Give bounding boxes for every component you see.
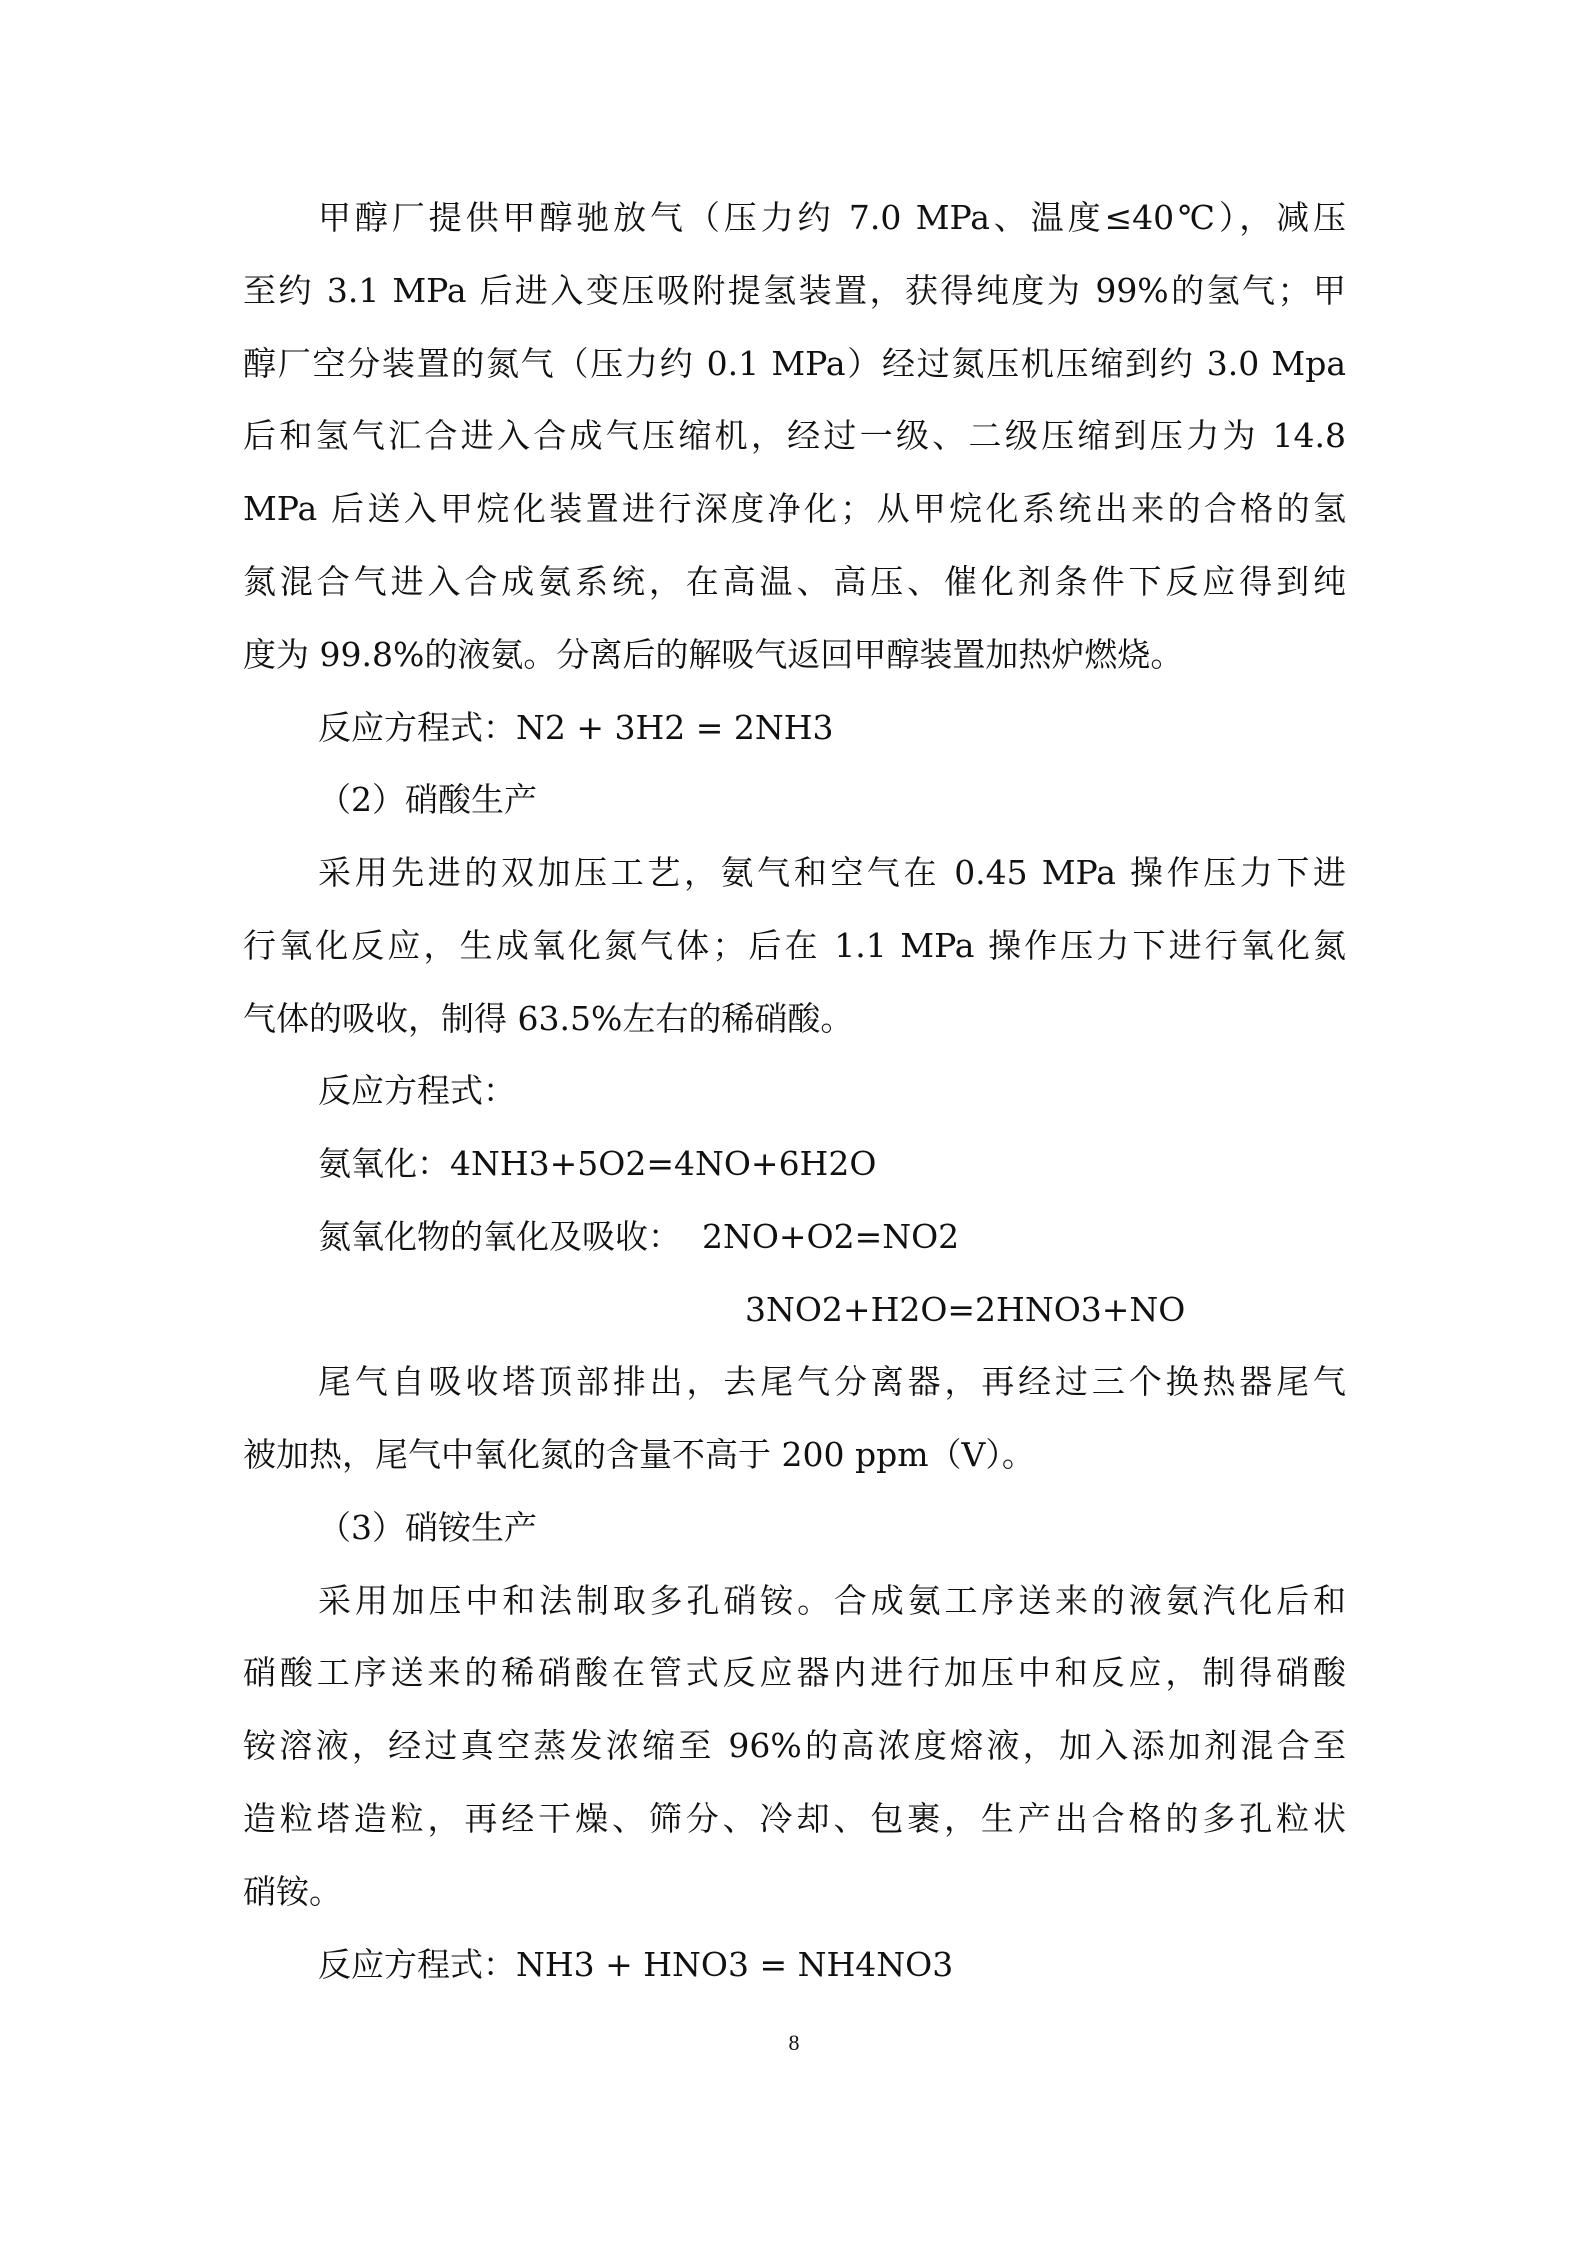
reaction-equation: 氨氧化：4NH3+5O2=4NO+6H2O: [318, 1144, 877, 1183]
reaction-equation: 反应方程式：N2 + 3H2 = 2NH3: [318, 708, 834, 747]
paragraph-line: 采用加压中和法制取多孔硝铵。合成氨工序送来的液氨汽化后和: [318, 1581, 1346, 1620]
paragraph-line: 至约 3.1 MPa 后进入变压吸附提氢装置，获得纯度为 99%的氢气；甲: [243, 271, 1346, 310]
paragraph-line: 氮混合气进入合成氨系统，在高温、高压、催化剂条件下反应得到纯: [243, 562, 1346, 601]
page-number: 8: [788, 2030, 800, 2055]
paragraph-line: 气体的吸收，制得 63.5%左右的稀硝酸。: [243, 999, 854, 1038]
reaction-equation: 氮氧化物的氧化及吸收： 2NO+O2=NO2: [318, 1217, 960, 1256]
paragraph-line: 铵溶液，经过真空蒸发浓缩至 96%的高浓度熔液，加入添加剂混合至: [243, 1726, 1346, 1765]
paragraph-line: 行氧化反应，生成氧化氮气体；后在 1.1 MPa 操作压力下进行氧化氮: [243, 926, 1346, 965]
paragraph-line: 甲醇厂提供甲醇驰放气（压力约 7.0 MPa、温度≤40℃），减压: [318, 198, 1346, 237]
paragraph-line: 尾气自吸收塔顶部排出，去尾气分离器，再经过三个换热器尾气: [318, 1362, 1346, 1401]
section-heading: （3）硝铵生产: [318, 1508, 537, 1547]
reaction-equation-label: 反应方程式：: [318, 1071, 516, 1110]
paragraph-line: 后和氢气汇合进入合成气压缩机，经过一级、二级压缩到压力为 14.8: [243, 416, 1346, 455]
paragraph-line: 造粒塔造粒，再经干燥、筛分、冷却、包裹，生产出合格的多孔粒状: [243, 1799, 1346, 1838]
paragraph-line: 被加热，尾气中氧化氮的含量不高于 200 ppm（V）。: [243, 1435, 1035, 1474]
paragraph-line: 硝铵。: [243, 1872, 342, 1911]
paragraph-line: 醇厂空分装置的氮气（压力约 0.1 MPa）经过氮压机压缩到约 3.0 Mpa: [243, 344, 1346, 383]
paragraph-line: MPa 后送入甲烷化装置进行深度净化；从甲烷化系统出来的合格的氢: [243, 489, 1346, 528]
reaction-equation: 3NO2+H2O=2HNO3+NO: [745, 1290, 1186, 1329]
section-heading: （2）硝酸生产: [318, 780, 537, 819]
reaction-equation: 反应方程式：NH3 + HNO3 = NH4NO3: [318, 1945, 954, 1984]
paragraph-line: 硝酸工序送来的稀硝酸在管式反应器内进行加压中和反应，制得硝酸: [243, 1653, 1346, 1692]
paragraph-line: 度为 99.8%的液氨。分离后的解吸气返回甲醇装置加热炉燃烧。: [243, 635, 1184, 674]
paragraph-line: 采用先进的双加压工艺，氨气和空气在 0.45 MPa 操作压力下进: [318, 853, 1346, 892]
